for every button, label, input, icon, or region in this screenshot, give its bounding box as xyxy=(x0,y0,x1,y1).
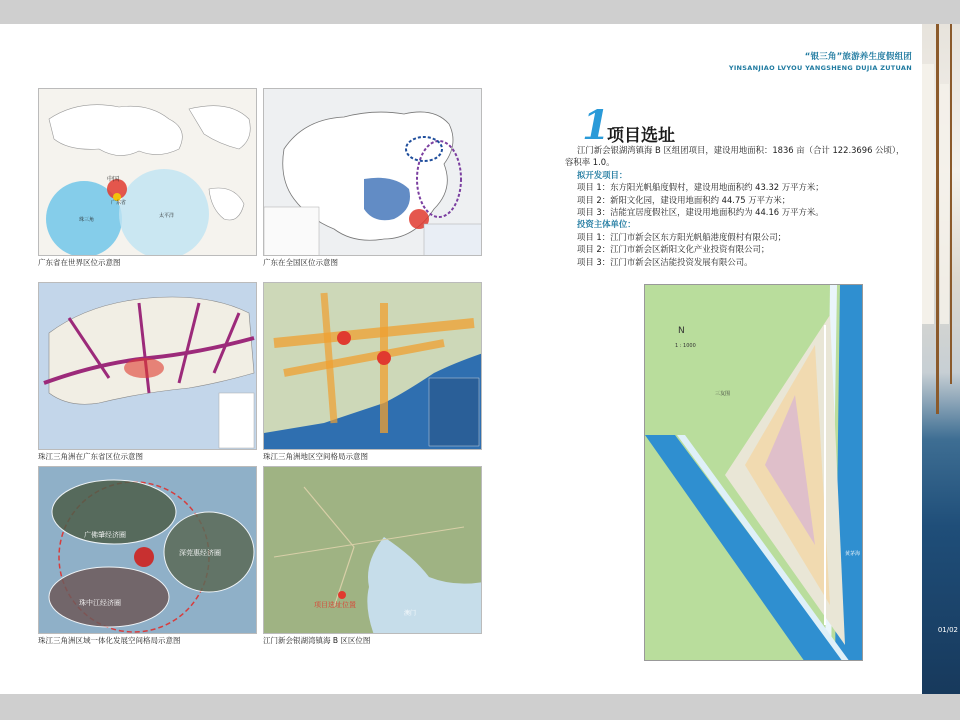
world-map-image xyxy=(38,88,257,256)
brochure-spread xyxy=(0,24,960,694)
prd-spatial-map-image xyxy=(263,282,482,450)
header-subtitle: YINSANJIAO LVYOU YANGSHENG DUJIA ZUTUAN xyxy=(728,64,912,72)
mast-decor xyxy=(936,24,939,414)
prd-integration-map-image xyxy=(38,466,257,634)
mast-decor xyxy=(950,24,952,384)
page-number: 01/02 xyxy=(937,626,958,634)
project-item: 项目 2：新阳文化园，建设用地面积约 44.75 万平方米； xyxy=(577,194,791,205)
figure-world-location xyxy=(38,88,257,268)
sailing-photo-strip xyxy=(922,24,960,694)
section-title: 项目选址 xyxy=(607,126,675,146)
project-description xyxy=(565,144,915,268)
figure-caption: 珠江三角洲地区空间格局示意图 xyxy=(263,452,368,461)
figure-china-location xyxy=(263,88,482,268)
investor-item: 项目 3：江门市新会区洁能投资发展有限公司。 xyxy=(577,256,753,267)
investor-item: 项目 1：江门市新会区东方阳光帆船港度假村有限公司； xyxy=(577,231,786,242)
figure-caption: 广东在全国区位示意图 xyxy=(263,258,338,267)
investors-heading: 投资主体单位： xyxy=(577,219,636,230)
svg-text:珠三角: 珠三角 xyxy=(79,217,95,223)
site-satellite-image xyxy=(263,466,482,634)
north-arrow: N xyxy=(678,326,685,336)
cluster-label-zhuzhongjiang: 珠中江经济圈 xyxy=(79,599,121,607)
figure-prd-spatial-pattern xyxy=(263,282,482,462)
bottom-gray-bar xyxy=(0,694,960,720)
header-title: “银三角”旅游养生度假组团 xyxy=(804,52,912,62)
guangdong-map-image xyxy=(38,282,257,450)
site-master-plan xyxy=(644,284,863,661)
site-label: 项目选址位置 xyxy=(314,601,356,609)
intro-text-cont: 容积率 1.0。 xyxy=(565,157,615,168)
figure-prd-integration xyxy=(38,466,257,646)
section-number: 1 xyxy=(582,102,610,149)
intro-text: 江门新会银湖湾镇海 B 区组团项目，建设用地面积：1836 亩（合计 122.3696 公顷）， xyxy=(577,145,905,155)
project-item: 项目 1：东方阳光帆船度假村，建设用地面积约 43.32 万平方米； xyxy=(577,182,824,193)
svg-text:中国: 中国 xyxy=(107,176,120,183)
svg-text:太平洋: 太平洋 xyxy=(159,213,175,219)
dev-projects-heading: 拟开发项目： xyxy=(577,169,628,180)
figure-caption: 广东省在世界区位示意图 xyxy=(38,258,121,267)
figure-prd-in-guangdong xyxy=(38,282,257,462)
sail-decor xyxy=(922,64,934,324)
figure-caption: 珠江三角洲在广东省区位示意图 xyxy=(38,452,143,461)
sail-decor xyxy=(940,84,949,324)
top-gray-bar xyxy=(0,0,960,24)
svg-text:广东省: 广东省 xyxy=(111,200,127,206)
macau-label: 澳门 xyxy=(404,610,417,617)
project-item: 项目 3：洁能宜居度假社区，建设用地面积约为 44.16 万平方米。 xyxy=(577,207,824,218)
plan-scale: 1 : 1000 xyxy=(675,343,696,349)
china-map-image xyxy=(263,88,482,256)
figure-caption: 珠江三角洲区域一体化发展空间格局示意图 xyxy=(38,636,181,645)
cluster-label-guangfozhao: 广佛肇经济圈 xyxy=(84,531,126,539)
brochure-header xyxy=(729,52,912,74)
cluster-label-shenguanhui: 深莞惠经济圈 xyxy=(179,549,221,557)
figure-caption: 江门新会银湖湾镇海 B 区区位图 xyxy=(263,636,371,645)
plan-label: 三友围 xyxy=(715,391,731,397)
figure-site-location xyxy=(263,466,482,646)
investor-item: 项目 2：江门市新会区新阳文化产业投资有限公司； xyxy=(577,244,770,255)
plan-label: 黄茅海 xyxy=(845,551,861,557)
